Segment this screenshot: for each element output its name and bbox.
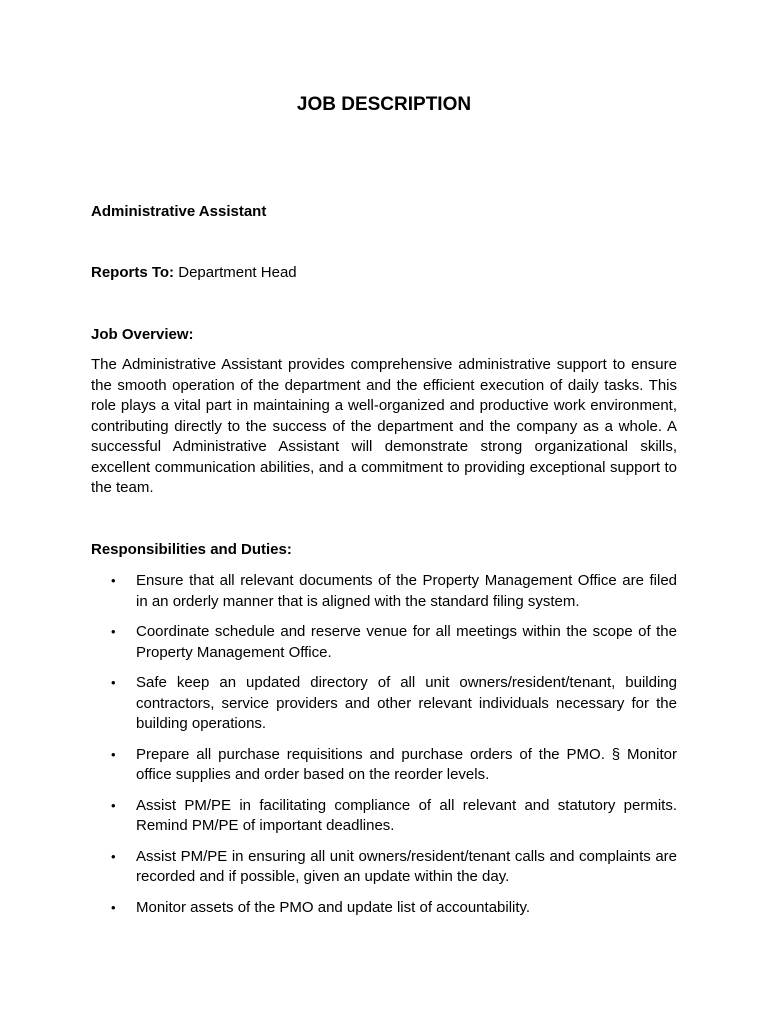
duty-text: Assist PM/PE in facilitating compliance of all relevant and statutory permits. Remind PM/PE of important deadlines. bbox=[136, 796, 677, 834]
bullet-icon: • bbox=[111, 746, 116, 762]
overview-heading: Job Overview: bbox=[91, 326, 194, 343]
duty-text: Assist PM/PE in ensuring all unit owners/resident/tenant calls and complaints are recorded and if possible, given an update within the day. bbox=[136, 847, 677, 885]
duty-item bbox=[91, 622, 677, 663]
bullet-icon: • bbox=[111, 899, 116, 915]
duty-text: Monitor assets of the PMO and update list of accountability. bbox=[136, 898, 531, 916]
reports-to-label: Reports To: bbox=[91, 264, 175, 281]
responsibilities-heading: Responsibilities and Duties: bbox=[91, 541, 292, 558]
duty-item bbox=[91, 673, 677, 735]
reports-to-line bbox=[91, 263, 677, 284]
duties-list bbox=[91, 571, 677, 928]
position-title: Administrative Assistant bbox=[91, 203, 267, 220]
reports-to-value: Department Head bbox=[178, 264, 297, 281]
bullet-icon: • bbox=[111, 573, 116, 588]
bullet-icon: • bbox=[111, 848, 116, 864]
duty-text: Ensure that all relevant documents of the Property Management Office are filed in an orderly manner that is aligned with the standard filing system. bbox=[136, 572, 677, 610]
duty-item bbox=[91, 898, 677, 919]
bullet-icon: • bbox=[111, 624, 116, 639]
duty-item bbox=[91, 847, 677, 888]
duty-item bbox=[91, 796, 677, 837]
bullet-icon: • bbox=[111, 675, 116, 690]
bullet-icon: • bbox=[111, 797, 116, 813]
duty-text: Prepare all purchase requisitions and purchase orders of the PMO. § Monitor office supplies and order based on the reorder levels. bbox=[136, 745, 677, 783]
document-title: JOB DESCRIPTION bbox=[296, 94, 472, 115]
duty-text: Coordinate schedule and reserve venue for all meetings within the scope of the Property Management Office. bbox=[136, 623, 677, 661]
duty-item bbox=[91, 571, 677, 612]
duty-item bbox=[91, 745, 677, 786]
overview-paragraph: The Administrative Assistant provides comprehensive administrative support to ensure the smooth operation of the department and the efficient execution of daily tasks. This role plays a vital part in maintaining a well-organized and productive work environment, contributing directly to the success of the department and the company as a whole. A successful Administrative Assistant will demonstrate strong organizational skills, excellent communication abilities, and a commitment to providing exceptional support to the team. bbox=[91, 356, 677, 496]
duty-text: Safe keep an updated directory of all unit owners/resident/tenant, building contractors, service providers and other relevant individuals necessary for the building operations. bbox=[136, 674, 677, 732]
